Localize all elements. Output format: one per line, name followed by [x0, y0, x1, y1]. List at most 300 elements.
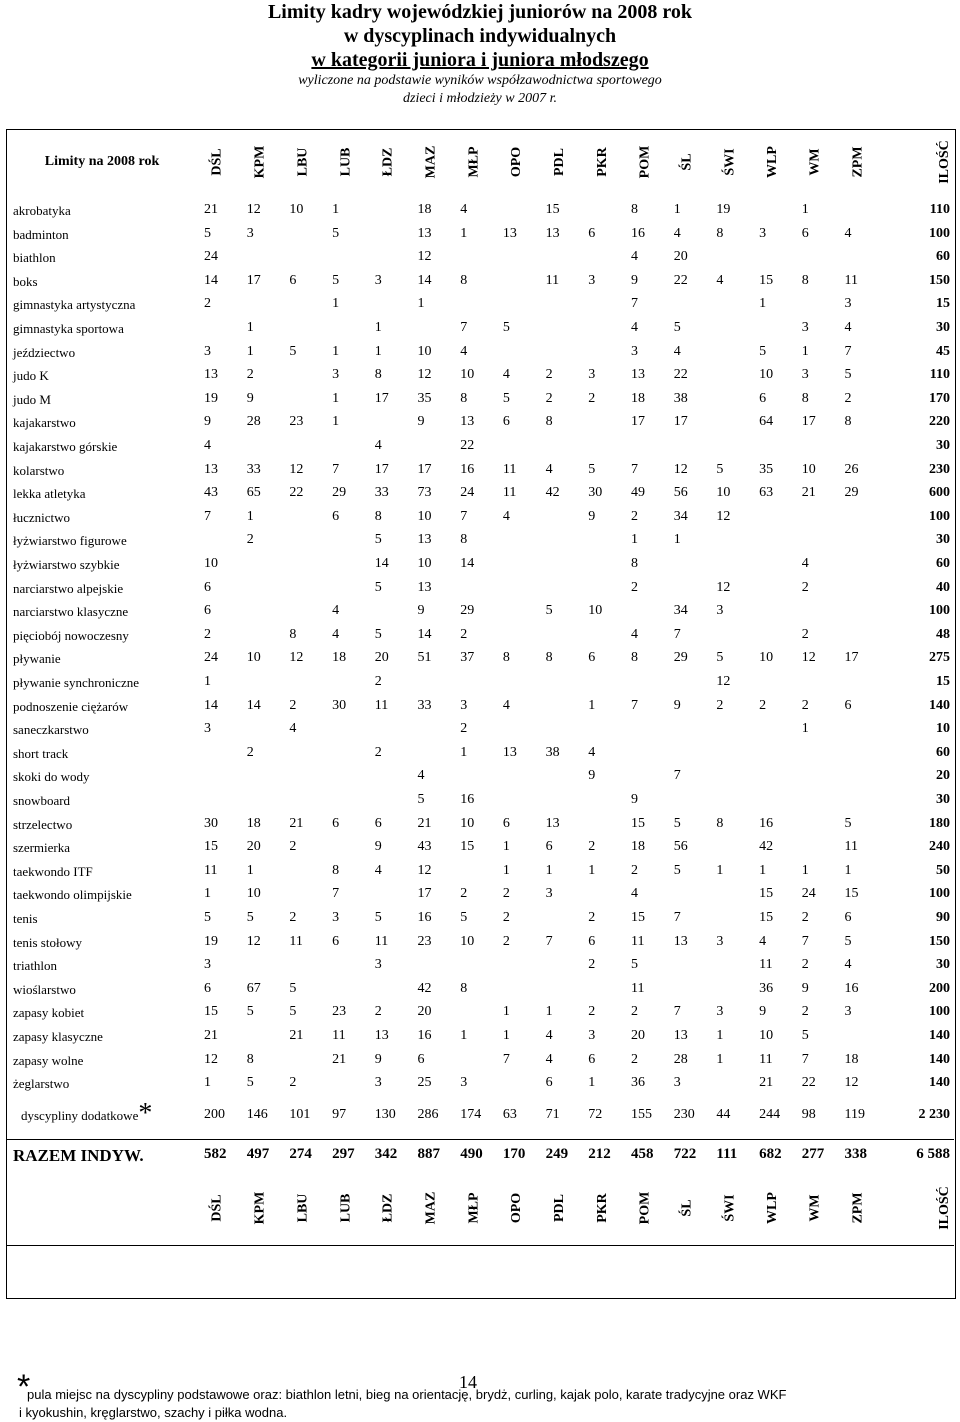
row-name: jeździectwo — [13, 344, 76, 360]
cell: 51 — [417, 650, 432, 666]
cell: 12 — [417, 249, 432, 265]
cell: 12 — [417, 367, 432, 383]
cell: 10 — [759, 367, 774, 383]
column-header-label: ŚWI — [722, 148, 738, 176]
cell: 20 — [417, 1004, 432, 1020]
cell: 30 — [588, 485, 603, 501]
cell: 29 — [460, 603, 475, 619]
cell: 8 — [801, 390, 809, 406]
cell: 2 — [545, 367, 553, 383]
cell: 20 — [246, 839, 261, 855]
cell: 12 — [204, 1051, 218, 1067]
cell: 5 — [289, 1004, 297, 1020]
cell: 2 — [460, 721, 468, 737]
table-row — [7, 601, 954, 625]
column-header-6 — [454, 130, 494, 194]
bottom-column-header-label: ŁDZ — [380, 1193, 396, 1223]
cell: 14 — [460, 556, 475, 571]
cell: 130 — [374, 1106, 396, 1122]
cell: 6 — [332, 508, 340, 524]
table-row — [7, 200, 954, 224]
cell: 35 — [417, 390, 432, 406]
column-header-label: KPM — [252, 145, 268, 179]
cell: 2 — [801, 697, 809, 713]
row-total: 140 — [929, 1075, 950, 1091]
cell: 4 — [417, 768, 425, 784]
cell: 12 — [716, 674, 731, 689]
cell: 1 — [588, 1075, 596, 1091]
cell: 7 — [673, 768, 681, 784]
cell: 13 — [502, 744, 517, 760]
row-total: 140 — [929, 697, 950, 713]
cell: 119 — [844, 1106, 865, 1122]
cell: 9 — [759, 1004, 767, 1020]
cell: 2 — [801, 957, 809, 973]
column-header-10 — [625, 130, 665, 194]
cell: 5 — [289, 343, 297, 359]
cell: 3 — [716, 603, 724, 619]
cell: 2 — [716, 697, 724, 713]
cell: 12 — [716, 579, 731, 595]
table-row — [7, 908, 954, 932]
bottom-column-header-label: PKR — [594, 1193, 610, 1223]
cell: 2 — [460, 886, 468, 902]
row-name: narciarstwo alpejskie — [13, 580, 124, 596]
cell: 490 — [460, 1145, 483, 1162]
column-header-label: MAZ — [423, 145, 439, 179]
cell: 4 — [673, 225, 681, 241]
cell: 3 — [716, 933, 724, 949]
cell: 13 — [673, 1028, 688, 1043]
cell: 8 — [246, 1051, 254, 1067]
cell: 4 — [673, 343, 681, 359]
table-row — [7, 979, 954, 1003]
table-row — [7, 672, 954, 696]
column-header-label: LBU — [295, 147, 311, 177]
table-row — [7, 342, 954, 366]
cell: 8 — [545, 414, 553, 430]
cell: 155 — [631, 1106, 652, 1122]
column-header-7 — [497, 130, 537, 194]
row-name: judo K — [13, 368, 49, 384]
cell: 4 — [545, 1051, 553, 1067]
cell: 6 — [204, 980, 211, 996]
cell: 5 — [716, 461, 724, 477]
cell: 5 — [631, 957, 638, 973]
cell: 2 — [460, 626, 468, 642]
table-row — [7, 1002, 954, 1026]
cell: 5 — [545, 603, 553, 619]
cell: 24 — [801, 886, 816, 902]
row-name: taekwondo ITF — [13, 863, 93, 879]
row-name: short track — [13, 745, 69, 761]
table-row — [7, 648, 954, 672]
corner-label: Limity na 2008 rok — [44, 154, 160, 169]
cell: 1 — [673, 202, 681, 217]
cell: 4 — [204, 438, 211, 453]
cell: 1 — [716, 1028, 724, 1043]
cell: 5 — [588, 461, 596, 477]
column-header-label: OPO — [508, 146, 524, 178]
cell: 1 — [502, 1004, 510, 1020]
cell: 22 — [289, 485, 304, 501]
row-name: łyżwiarstwo figurowe — [13, 533, 127, 549]
row-total: 140 — [929, 1051, 950, 1067]
row-name: zapasy wolne — [13, 1052, 84, 1068]
cell: 4 — [374, 862, 382, 878]
cell: 2 — [246, 532, 254, 548]
cell: 497 — [246, 1145, 270, 1162]
cell: 1 — [246, 508, 254, 524]
title-line-1: Limity kadry wojewódzkiej juniorów na 2008 rok — [267, 1, 693, 23]
cell: 5 — [332, 272, 340, 288]
cell: 11 — [844, 272, 858, 288]
cell: 6 — [588, 650, 596, 666]
cell: 3 — [460, 1075, 468, 1091]
bottom-column-header-6 — [454, 1177, 494, 1239]
cell: 230 — [673, 1106, 695, 1122]
cell: 2 — [631, 508, 638, 524]
cell: 17 — [417, 461, 432, 477]
row-total: 100 — [929, 1004, 950, 1020]
cell: 200 — [204, 1106, 225, 1122]
cell: 2 — [588, 957, 596, 973]
row-name: podnoszenie ciężarów — [13, 698, 129, 714]
cell: 18 — [417, 202, 432, 217]
row-total: 30 — [936, 792, 950, 807]
row-name: triathlon — [13, 958, 58, 974]
row-name: badminton — [13, 226, 69, 242]
cell: 18 — [246, 815, 261, 831]
cell: 6 — [289, 272, 297, 288]
row-total: 60 — [936, 556, 950, 571]
cell: 64 — [759, 414, 774, 430]
row-total: 15 — [936, 674, 950, 689]
cell: 23 — [332, 1004, 347, 1020]
row-name: snowboard — [13, 793, 71, 808]
cell: 2 — [588, 910, 596, 925]
cell: 6 — [844, 910, 852, 925]
table-row — [7, 412, 954, 436]
table-row — [7, 224, 954, 248]
cell: 16 — [631, 225, 645, 241]
cell: 5 — [417, 792, 425, 807]
table-row — [7, 1050, 954, 1074]
cell: 11 — [844, 839, 858, 855]
column-header-5 — [412, 130, 452, 194]
row-total: 40 — [936, 579, 950, 595]
cell: 2 — [801, 626, 809, 642]
column-header-label: LUB — [338, 147, 354, 177]
cell: 1 — [502, 862, 510, 878]
cell: 21 — [801, 485, 816, 501]
cell: 10 — [289, 202, 304, 217]
cell: 10 — [417, 556, 432, 571]
cell: 1 — [844, 862, 852, 878]
row-name: taekwondo olimpijskie — [13, 887, 132, 903]
footnote-star: * — [17, 1368, 31, 1406]
cell: 6 — [588, 225, 596, 241]
cell: 244 — [759, 1106, 781, 1122]
cell: 24 — [204, 650, 218, 666]
cell: 16 — [759, 815, 774, 831]
column-header-15 — [839, 130, 879, 194]
cell: 5 — [673, 862, 681, 878]
cell: 8 — [460, 532, 468, 548]
cell: 18 — [631, 390, 645, 406]
column-header-11 — [668, 130, 708, 194]
cell: 3 — [588, 367, 596, 383]
column-header-label: WM — [807, 148, 823, 176]
cell: 25 — [417, 1075, 432, 1091]
column-header-label: PKR — [594, 147, 610, 177]
cell: 17 — [374, 390, 389, 406]
cell: 42 — [417, 980, 432, 996]
cell: 5 — [844, 367, 852, 383]
cell: 33 — [417, 697, 432, 713]
cell: 3 — [759, 225, 767, 241]
cell: 3 — [460, 697, 468, 713]
cell: 4 — [844, 225, 852, 241]
cell: 4 — [289, 721, 297, 737]
cell: 14 — [417, 626, 432, 642]
cell: 15 — [759, 272, 774, 288]
cell: 13 — [545, 225, 560, 241]
cell: 4 — [588, 744, 596, 760]
cell: 5 — [844, 933, 852, 949]
row-total: 15 — [936, 296, 950, 312]
cell: 1 — [332, 390, 340, 406]
cell: 8 — [801, 272, 809, 288]
column-header-0 — [198, 130, 238, 194]
cell: 1 — [631, 532, 638, 548]
table-row — [7, 247, 954, 271]
cell: 10 — [759, 650, 774, 666]
bottom-column-header-label: ŚWI — [722, 1194, 738, 1222]
row-total: 60 — [936, 249, 950, 265]
cell: 21 — [204, 202, 218, 217]
table-row — [7, 318, 954, 342]
bottom-total-header — [930, 1177, 960, 1239]
cell: 2 — [246, 744, 254, 760]
cell: 10 — [417, 343, 432, 359]
cell: 18 — [631, 839, 645, 855]
cell: 5 — [204, 910, 211, 925]
cell: 15 — [460, 839, 475, 855]
cell: 33 — [374, 485, 389, 501]
cell: 13 — [460, 414, 475, 430]
cell: 10 — [246, 650, 261, 666]
cell: 6 — [588, 933, 596, 949]
cell: 3 — [801, 367, 809, 383]
row-total: 240 — [929, 839, 950, 855]
bottom-column-header-7 — [497, 1177, 537, 1239]
row-total: 30 — [936, 532, 950, 548]
total-header — [930, 130, 960, 194]
bottom-column-header-label: ZPM — [850, 1192, 866, 1224]
cell: 1 — [460, 744, 468, 760]
bottom-separator-line — [7, 1245, 954, 1246]
column-header-label: WLP — [765, 146, 781, 178]
cell: 13 — [502, 225, 517, 241]
cell: 2 — [631, 862, 638, 878]
cell: 20 — [631, 1028, 645, 1043]
cell: 5 — [460, 910, 468, 925]
bottom-column-header-label: LBU — [295, 1193, 311, 1223]
cell: 1 — [374, 343, 382, 359]
table-row — [7, 365, 954, 389]
cell: 2 — [246, 367, 254, 383]
row-total: 100 — [929, 603, 950, 619]
column-header-9 — [582, 130, 622, 194]
cell: 212 — [588, 1145, 611, 1162]
cell: 4 — [332, 603, 340, 619]
cell: 12 — [246, 933, 261, 949]
cell: 1 — [588, 697, 596, 713]
cell: 1 — [204, 674, 211, 689]
column-header-13 — [753, 130, 793, 194]
row-name: pływanie synchroniczne — [13, 675, 139, 690]
row-total: 140 — [929, 1028, 950, 1043]
cell: 3 — [374, 272, 382, 288]
cell: 7 — [631, 296, 638, 312]
cell: 7 — [332, 461, 340, 477]
cell: 15 — [204, 1004, 218, 1020]
row-total: 100 — [929, 886, 950, 902]
cell: 1 — [332, 202, 340, 217]
cell: 15 — [204, 839, 218, 855]
cell: 1 — [588, 862, 596, 878]
row-name: skoki do wody — [13, 769, 90, 785]
bottom-column-header-label: WM — [807, 1194, 823, 1222]
row-name: saneczkarstwo — [13, 722, 89, 738]
bottom-column-header-label: PDL — [551, 1193, 567, 1222]
cell: 49 — [631, 485, 645, 501]
cell: 10 — [417, 508, 432, 524]
bottom-column-header-label: WLP — [765, 1191, 781, 1224]
row-total: 600 — [929, 485, 950, 501]
row-total: 20 — [936, 768, 950, 784]
row-total: 30 — [936, 438, 950, 453]
cell: 342 — [374, 1145, 398, 1162]
cell: 5 — [844, 815, 852, 831]
cell: 1 — [673, 532, 681, 548]
row-name: łucznictwo — [13, 509, 71, 525]
cell: 7 — [844, 343, 852, 359]
cell: 9 — [801, 980, 809, 996]
cell: 12 — [801, 650, 816, 666]
cell: 10 — [759, 1028, 774, 1043]
row-name: gimnastyka artystyczna — [13, 297, 136, 313]
cell: 8 — [631, 650, 638, 666]
cell: 1 — [759, 862, 767, 878]
cell: 7 — [460, 508, 468, 524]
cell: 5 — [204, 225, 211, 241]
cell: 11 — [759, 957, 773, 973]
footnote-line-2: i kyokushin, kręglarstwo, szachy i piłka wodna. — [19, 1405, 288, 1420]
cell: 5 — [246, 910, 254, 925]
cell: 6 — [545, 1075, 553, 1091]
row-name: gimnastyka sportowa — [13, 321, 124, 336]
cell: 1 — [716, 862, 724, 878]
cell: 9 — [588, 768, 596, 784]
bottom-column-header-label: ŚL — [679, 1199, 695, 1217]
cell: 15 — [631, 910, 645, 925]
cell: 13 — [673, 933, 688, 949]
cell: 7 — [673, 626, 681, 642]
cell: 5 — [673, 320, 681, 335]
cell: 6 — [332, 815, 340, 831]
cell: 13 — [204, 461, 218, 477]
table-row — [7, 790, 954, 814]
cell: 9 — [417, 603, 425, 619]
cell: 8 — [502, 650, 510, 666]
cell: 6 — [844, 697, 852, 713]
cell: 7 — [502, 1051, 510, 1067]
subtitle-line-2: dzieci i młodzieży w 2007 r. — [403, 91, 557, 106]
total-header-label: ILOŚĆ — [937, 140, 953, 184]
cell: 15 — [844, 886, 859, 902]
cell: 30 — [204, 815, 218, 831]
cell: 43 — [417, 839, 432, 855]
row-name: judo M — [13, 391, 51, 407]
cell: 12 — [246, 202, 261, 217]
razem-row — [7, 1144, 954, 1168]
column-header-14 — [796, 130, 836, 194]
cell: 6 — [588, 1051, 596, 1067]
cell: 11 — [759, 1051, 773, 1067]
cell: 4 — [545, 1028, 553, 1043]
row-name: boks — [13, 273, 38, 289]
column-header-label: ŚL — [679, 153, 695, 171]
cell: 17 — [246, 272, 261, 288]
table-row — [7, 884, 954, 908]
cell: 33 — [246, 461, 261, 477]
table-row — [7, 625, 954, 649]
cell: 2 — [502, 933, 510, 949]
cell: 3 — [716, 1004, 724, 1020]
cell: 2 — [289, 1075, 297, 1091]
cell: 16 — [417, 1028, 432, 1043]
title-line-3: w kategorii juniora i juniora młodszego — [311, 49, 649, 71]
cell: 1 — [460, 225, 468, 241]
table-row — [7, 766, 954, 790]
cell: 5 — [673, 815, 681, 831]
cell: 21 — [289, 1028, 304, 1043]
cell: 3 — [844, 1004, 852, 1020]
cell: 7 — [673, 1004, 681, 1020]
cell: 8 — [716, 815, 724, 831]
cell: 10 — [246, 886, 261, 902]
bottom-column-header-label: LUB — [338, 1193, 354, 1223]
bottom-column-header-label: MŁP — [466, 1192, 482, 1224]
cell: 16 — [460, 792, 475, 807]
cell: 14 — [246, 697, 261, 713]
cell: 13 — [204, 367, 218, 383]
cell: 21 — [759, 1075, 774, 1091]
cell: 1 — [502, 839, 510, 855]
cell: 12 — [844, 1075, 859, 1091]
column-header-label: POM — [637, 145, 652, 179]
cell: 34 — [673, 603, 688, 619]
cell: 22 — [673, 272, 688, 288]
cell: 67 — [246, 980, 261, 996]
bottom-column-header-15 — [839, 1177, 879, 1239]
cell: 24 — [460, 485, 475, 501]
column-header-1 — [241, 130, 281, 194]
cell: 338 — [844, 1145, 867, 1162]
cell: 2 — [631, 579, 638, 595]
